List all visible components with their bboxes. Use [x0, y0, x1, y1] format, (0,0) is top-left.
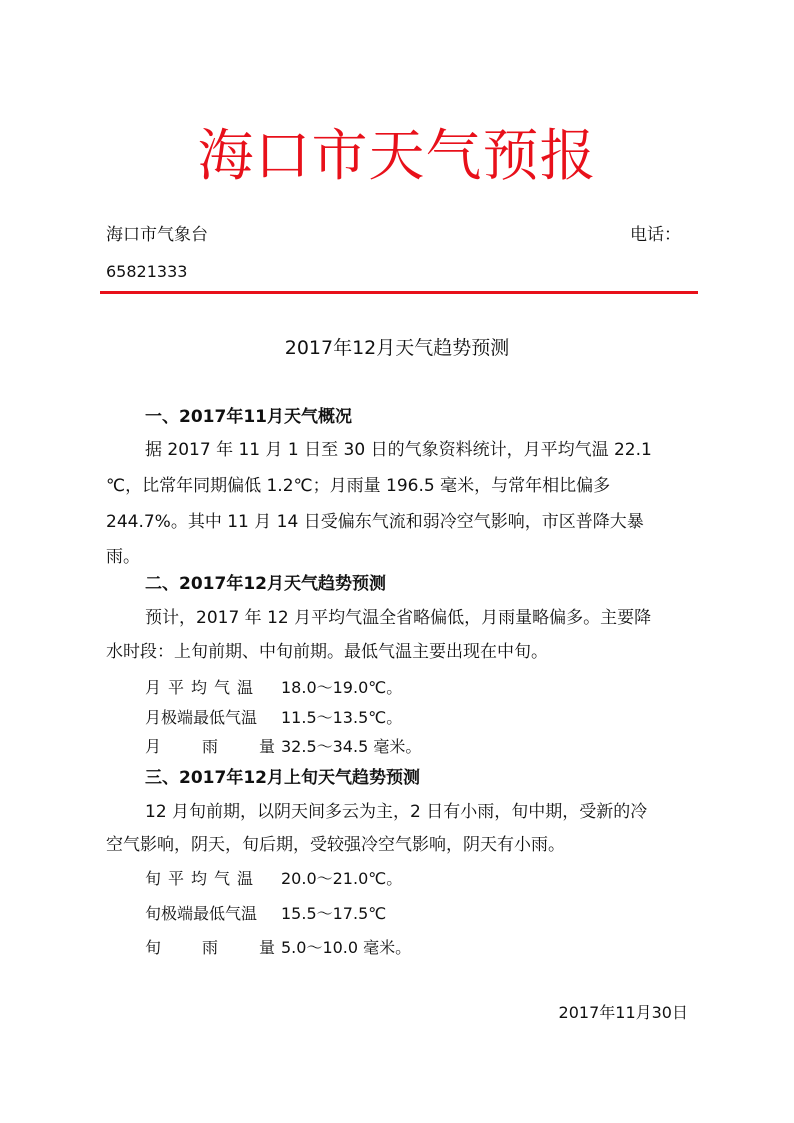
- stat-label: 旬极端最低气温: [145, 904, 258, 923]
- section-3-line-1: 12 月旬前期，以阴天间多云为主，2 日有小雨，旬中期，受新的冷: [145, 802, 648, 822]
- issuing-organization: 海口市气象台: [106, 225, 208, 245]
- stat-row-dekad-min-temp: [145, 901, 386, 924]
- stat-label: 月极端最低气温: [145, 708, 258, 727]
- section-2-heading: 二、2017年12月天气趋势预测: [145, 574, 386, 594]
- stat-label: 月雨量: [145, 737, 317, 756]
- stat-label: 旬雨量: [145, 938, 317, 957]
- phone-number: 65821333: [106, 262, 188, 281]
- section-3-heading: 三、2017年12月上旬天气趋势预测: [145, 768, 420, 788]
- issue-date: 2017年11月30日: [558, 1003, 688, 1022]
- red-header-rule: [100, 291, 698, 294]
- stat-value: 11.5～13.5℃。: [281, 708, 403, 727]
- document-title: 2017年12月天气趋势预测: [284, 337, 510, 359]
- stat-row-dekad-rainfall: [145, 935, 411, 958]
- section-1-line-3: 244.7%。其中 11 月 14 日受偏东气流和弱冷空气影响，市区普降大暴: [106, 512, 644, 532]
- stat-label: 旬平均气温: [145, 869, 261, 888]
- section-2-line-2: 水时段：上旬前期、中旬前期。最低气温主要出现在中旬。: [106, 642, 548, 662]
- masthead-title: 海口市天气预报: [197, 124, 597, 189]
- stat-value: 32.5～34.5 毫米。: [281, 737, 422, 756]
- stat-value: 18.0～19.0℃。: [281, 678, 403, 697]
- stat-value: 5.0～10.0 毫米。: [281, 938, 412, 957]
- section-1-line-4: 雨。: [106, 547, 140, 567]
- stat-label: 月平均气温: [145, 678, 261, 697]
- phone-label: 电话：: [630, 225, 681, 245]
- section-3-line-2: 空气影响，阴天，旬后期，受较强冷空气影响，阴天有小雨。: [106, 835, 565, 855]
- stat-row-monthly-min-temp: [145, 705, 402, 728]
- section-1-line-2: ℃，比常年同期偏低 1.2℃；月雨量 196.5 毫米，与常年相比偏多: [106, 476, 611, 496]
- stat-value: 20.0～21.0℃。: [281, 869, 403, 888]
- section-1-line-1: 据 2017 年 11 月 1 日至 30 日的气象资料统计，月平均气温 22.1: [145, 440, 652, 460]
- stat-value: 15.5～17.5℃: [281, 904, 387, 923]
- section-2-line-1: 预计，2017 年 12 月平均气温全省略偏低，月雨量略偏多。主要降: [145, 608, 652, 628]
- stat-row-monthly-avg-temp: [145, 675, 402, 698]
- stat-row-dekad-avg-temp: [145, 866, 402, 889]
- stat-row-monthly-rainfall: [145, 734, 421, 757]
- section-1-heading: 一、2017年11月天气概况: [145, 407, 352, 427]
